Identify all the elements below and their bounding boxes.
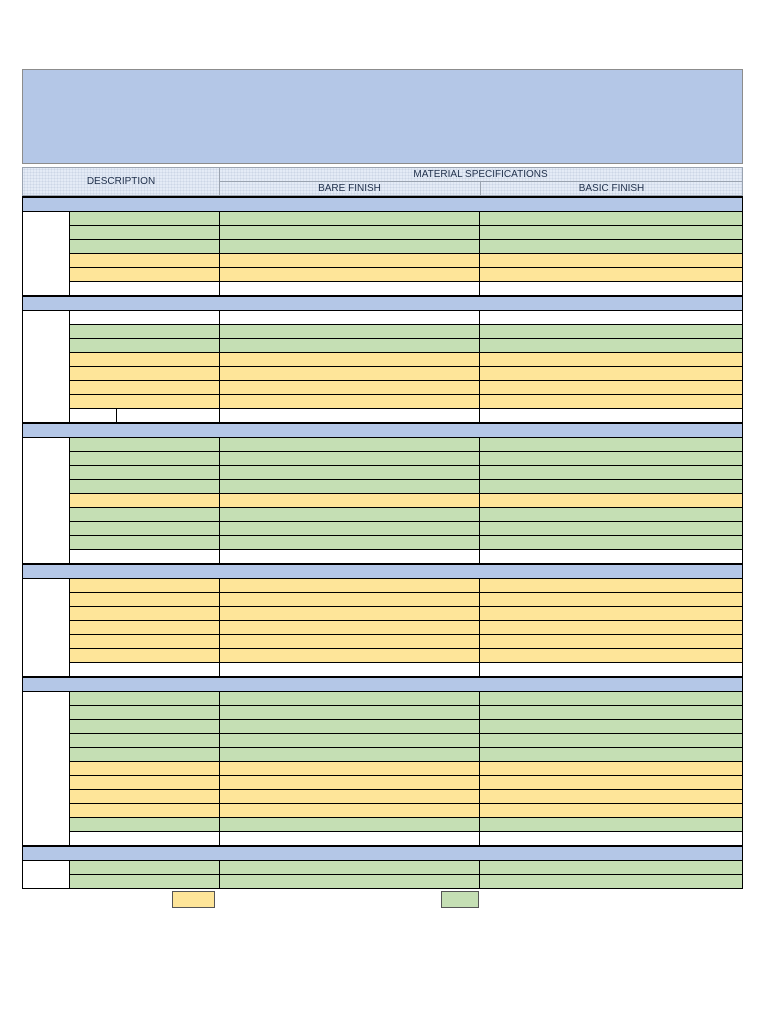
- basic-finish-cell[interactable]: [480, 212, 742, 225]
- description-cell[interactable]: [70, 663, 220, 676]
- section-label-cell: [23, 311, 70, 422]
- basic-finish-cell[interactable]: [480, 522, 742, 535]
- description-cell[interactable]: [70, 692, 220, 705]
- description-cell[interactable]: [70, 818, 220, 831]
- material-specifications-header: MATERIAL SPECIFICATIONS: [219, 168, 742, 182]
- table-row: [70, 593, 742, 607]
- bare-finish-cell[interactable]: [220, 635, 480, 648]
- section-body: [23, 212, 742, 295]
- table-row: [70, 254, 742, 268]
- table-row: [70, 804, 742, 818]
- table-row: [70, 720, 742, 734]
- description-cell[interactable]: [70, 395, 220, 408]
- section-body: [23, 579, 742, 676]
- basic-finish-cell[interactable]: [480, 649, 742, 662]
- bare-finish-cell[interactable]: [220, 748, 480, 761]
- bare-finish-cell[interactable]: [220, 607, 480, 620]
- table-row: [70, 282, 742, 295]
- basic-finish-cell[interactable]: [480, 762, 742, 775]
- description-header: DESCRIPTION: [23, 168, 220, 195]
- bare-finish-cell[interactable]: [220, 381, 480, 394]
- description-cell[interactable]: [70, 494, 220, 507]
- table-row: [70, 663, 742, 676]
- description-cell[interactable]: [70, 226, 220, 239]
- description-cell[interactable]: [70, 452, 220, 465]
- description-cell[interactable]: [70, 438, 220, 451]
- basic-finish-cell[interactable]: [480, 818, 742, 831]
- bare-finish-cell[interactable]: [220, 452, 480, 465]
- basic-finish-cell[interactable]: [480, 734, 742, 747]
- section-header: [23, 563, 742, 579]
- bare-finish-cell[interactable]: [220, 832, 480, 845]
- basic-finish-cell[interactable]: [480, 367, 742, 380]
- description-cell[interactable]: [70, 734, 220, 747]
- basic-finish-cell[interactable]: [480, 240, 742, 253]
- basic-finish-cell[interactable]: [480, 832, 742, 845]
- basic-finish-cell[interactable]: [480, 353, 742, 366]
- table-row: [70, 776, 742, 790]
- bare-finish-cell[interactable]: [220, 480, 480, 493]
- spec-table: [22, 196, 743, 889]
- description-cell[interactable]: [70, 522, 220, 535]
- description-cell[interactable]: [70, 254, 220, 267]
- table-row: [70, 240, 742, 254]
- section-header: [23, 196, 742, 212]
- description-cell[interactable]: [70, 635, 220, 648]
- table-row: [70, 762, 742, 776]
- bare-finish-cell[interactable]: [220, 466, 480, 479]
- table-row: [70, 536, 742, 550]
- basic-finish-cell[interactable]: [480, 339, 742, 352]
- section-header: [23, 422, 742, 438]
- section-body: [23, 438, 742, 563]
- section-label-cell: [23, 579, 70, 676]
- table-row: [70, 268, 742, 282]
- bare-finish-cell[interactable]: [220, 282, 480, 295]
- table-row: [70, 494, 742, 508]
- table-row: [70, 607, 742, 621]
- basic-finish-cell[interactable]: [480, 311, 742, 324]
- bare-finish-header: BARE FINISH: [219, 182, 481, 195]
- description-cell[interactable]: [70, 353, 220, 366]
- bare-finish-cell[interactable]: [220, 706, 480, 719]
- bare-finish-cell[interactable]: [220, 734, 480, 747]
- basic-finish-cell[interactable]: [480, 282, 742, 295]
- basic-finish-cell[interactable]: [480, 706, 742, 719]
- bare-finish-cell[interactable]: [220, 550, 480, 563]
- description-cell[interactable]: [70, 381, 220, 394]
- bare-finish-cell[interactable]: [220, 240, 480, 253]
- basic-finish-cell[interactable]: [480, 395, 742, 408]
- description-cell[interactable]: [70, 832, 220, 845]
- table-row: [70, 212, 742, 226]
- basic-finish-cell[interactable]: [480, 663, 742, 676]
- bare-finish-cell[interactable]: [220, 522, 480, 535]
- bare-finish-cell[interactable]: [220, 395, 480, 408]
- section-label-cell: [23, 438, 70, 563]
- description-cell[interactable]: [70, 212, 220, 225]
- basic-finish-cell[interactable]: [480, 226, 742, 239]
- basic-finish-cell[interactable]: [480, 593, 742, 606]
- basic-finish-cell[interactable]: [480, 381, 742, 394]
- bare-finish-cell[interactable]: [220, 353, 480, 366]
- description-cell[interactable]: [70, 776, 220, 789]
- basic-finish-cell[interactable]: [480, 268, 742, 281]
- table-row: [70, 734, 742, 748]
- bare-finish-cell[interactable]: [220, 536, 480, 549]
- bare-finish-cell[interactable]: [220, 212, 480, 225]
- description-cell[interactable]: [70, 367, 220, 380]
- basic-finish-cell[interactable]: [480, 621, 742, 634]
- description-cell[interactable]: [70, 466, 220, 479]
- section-label-cell: [23, 861, 70, 888]
- description-cell[interactable]: [70, 748, 220, 761]
- basic-finish-cell[interactable]: [480, 254, 742, 267]
- basic-finish-cell[interactable]: [480, 579, 742, 592]
- basic-finish-cell[interactable]: [480, 550, 742, 563]
- bare-finish-cell[interactable]: [220, 367, 480, 380]
- description-cell[interactable]: [70, 875, 220, 888]
- description-cell[interactable]: [70, 607, 220, 620]
- table-row: [70, 635, 742, 649]
- table-row: [70, 226, 742, 240]
- description-cell[interactable]: [70, 593, 220, 606]
- description-cell[interactable]: [70, 480, 220, 493]
- table-row: [70, 550, 742, 563]
- section-label-cell: [23, 212, 70, 295]
- title-banner: [22, 69, 743, 164]
- basic-finish-cell[interactable]: [480, 776, 742, 789]
- table-row: [70, 692, 742, 706]
- table-row: [70, 649, 742, 663]
- basic-finish-cell[interactable]: [480, 720, 742, 733]
- bare-finish-cell[interactable]: [220, 339, 480, 352]
- description-cell[interactable]: [70, 550, 220, 563]
- table-row: [70, 480, 742, 494]
- bare-finish-cell[interactable]: [220, 621, 480, 634]
- description-cell[interactable]: [70, 804, 220, 817]
- description-cell[interactable]: [70, 268, 220, 281]
- bare-finish-cell[interactable]: [220, 861, 480, 874]
- table-row: [70, 790, 742, 804]
- basic-finish-cell[interactable]: [480, 325, 742, 338]
- section-header: [23, 676, 742, 692]
- bare-finish-cell[interactable]: [220, 762, 480, 775]
- basic-finish-cell[interactable]: [480, 804, 742, 817]
- bare-finish-cell[interactable]: [220, 804, 480, 817]
- bare-finish-cell[interactable]: [220, 409, 480, 422]
- table-row: [70, 832, 742, 845]
- description-cell[interactable]: [70, 325, 220, 338]
- basic-finish-header: BASIC FINISH: [578, 183, 645, 194]
- basic-finish-cell[interactable]: [480, 607, 742, 620]
- table-row: [70, 409, 742, 422]
- description-cell[interactable]: [70, 311, 220, 324]
- basic-finish-cell[interactable]: [480, 494, 742, 507]
- bare-finish-cell[interactable]: [220, 438, 480, 451]
- table-row: [70, 339, 742, 353]
- basic-finish-cell[interactable]: [480, 861, 742, 874]
- bare-finish-cell[interactable]: [220, 790, 480, 803]
- bare-finish-cell[interactable]: [220, 268, 480, 281]
- bare-finish-cell[interactable]: [220, 593, 480, 606]
- legend-swatch-green: [441, 891, 479, 908]
- section-body: [23, 692, 742, 845]
- basic-finish-cell[interactable]: [480, 480, 742, 493]
- table-row: [70, 353, 742, 367]
- bare-finish-cell[interactable]: [220, 720, 480, 733]
- bare-finish-cell[interactable]: [220, 508, 480, 521]
- description-cell[interactable]: [70, 409, 220, 422]
- table-row: [70, 466, 742, 480]
- basic-finish-cell[interactable]: [480, 409, 742, 422]
- bare-finish-cell[interactable]: [220, 663, 480, 676]
- table-row: [70, 508, 742, 522]
- basic-finish-cell[interactable]: [480, 536, 742, 549]
- table-row: [70, 325, 742, 339]
- description-cell[interactable]: [70, 706, 220, 719]
- description-cell[interactable]: [70, 508, 220, 521]
- bare-finish-cell[interactable]: [220, 776, 480, 789]
- table-row: [70, 621, 742, 635]
- basic-finish-cell[interactable]: [480, 692, 742, 705]
- bare-finish-cell[interactable]: [220, 818, 480, 831]
- basic-finish-cell[interactable]: [480, 466, 742, 479]
- table-row: [70, 522, 742, 536]
- description-cell[interactable]: [70, 861, 220, 874]
- section-header: [23, 295, 742, 311]
- bare-finish-cell[interactable]: [220, 311, 480, 324]
- bare-finish-cell[interactable]: [220, 226, 480, 239]
- description-cell[interactable]: [70, 536, 220, 549]
- table-row: [70, 818, 742, 832]
- legend-swatch-yellow: [172, 891, 215, 908]
- basic-finish-cell[interactable]: [480, 635, 742, 648]
- basic-finish-cell[interactable]: [480, 875, 742, 888]
- basic-finish-cell[interactable]: [480, 790, 742, 803]
- table-row: [70, 381, 742, 395]
- section-body: [23, 311, 742, 422]
- basic-finish-cell[interactable]: [480, 508, 742, 521]
- section-header: [23, 845, 742, 861]
- table-row: [70, 311, 742, 325]
- description-cell[interactable]: [70, 762, 220, 775]
- basic-finish-cell[interactable]: [480, 748, 742, 761]
- bare-finish-cell[interactable]: [220, 649, 480, 662]
- description-cell[interactable]: [70, 579, 220, 592]
- description-cell[interactable]: [70, 621, 220, 634]
- description-cell[interactable]: [70, 790, 220, 803]
- bare-finish-cell[interactable]: [220, 325, 480, 338]
- table-row: [70, 395, 742, 409]
- description-cell[interactable]: [70, 240, 220, 253]
- column-header: [22, 167, 743, 196]
- table-row: [70, 861, 742, 875]
- bare-finish-cell[interactable]: [220, 692, 480, 705]
- basic-finish-cell[interactable]: [480, 452, 742, 465]
- table-row: [70, 706, 742, 720]
- bare-finish-cell[interactable]: [220, 494, 480, 507]
- basic-finish-cell[interactable]: [480, 438, 742, 451]
- table-row: [70, 875, 742, 888]
- bare-finish-cell[interactable]: [220, 254, 480, 267]
- table-row: [70, 367, 742, 381]
- table-row: [70, 438, 742, 452]
- description-cell[interactable]: [70, 649, 220, 662]
- description-cell[interactable]: [70, 339, 220, 352]
- table-row: [70, 579, 742, 593]
- description-cell[interactable]: [70, 720, 220, 733]
- bare-finish-cell[interactable]: [220, 579, 480, 592]
- table-row: [70, 452, 742, 466]
- description-cell[interactable]: [70, 282, 220, 295]
- table-row: [70, 748, 742, 762]
- bare-finish-cell[interactable]: [220, 875, 480, 888]
- section-body: [23, 861, 742, 888]
- section-label-cell: [23, 692, 70, 845]
